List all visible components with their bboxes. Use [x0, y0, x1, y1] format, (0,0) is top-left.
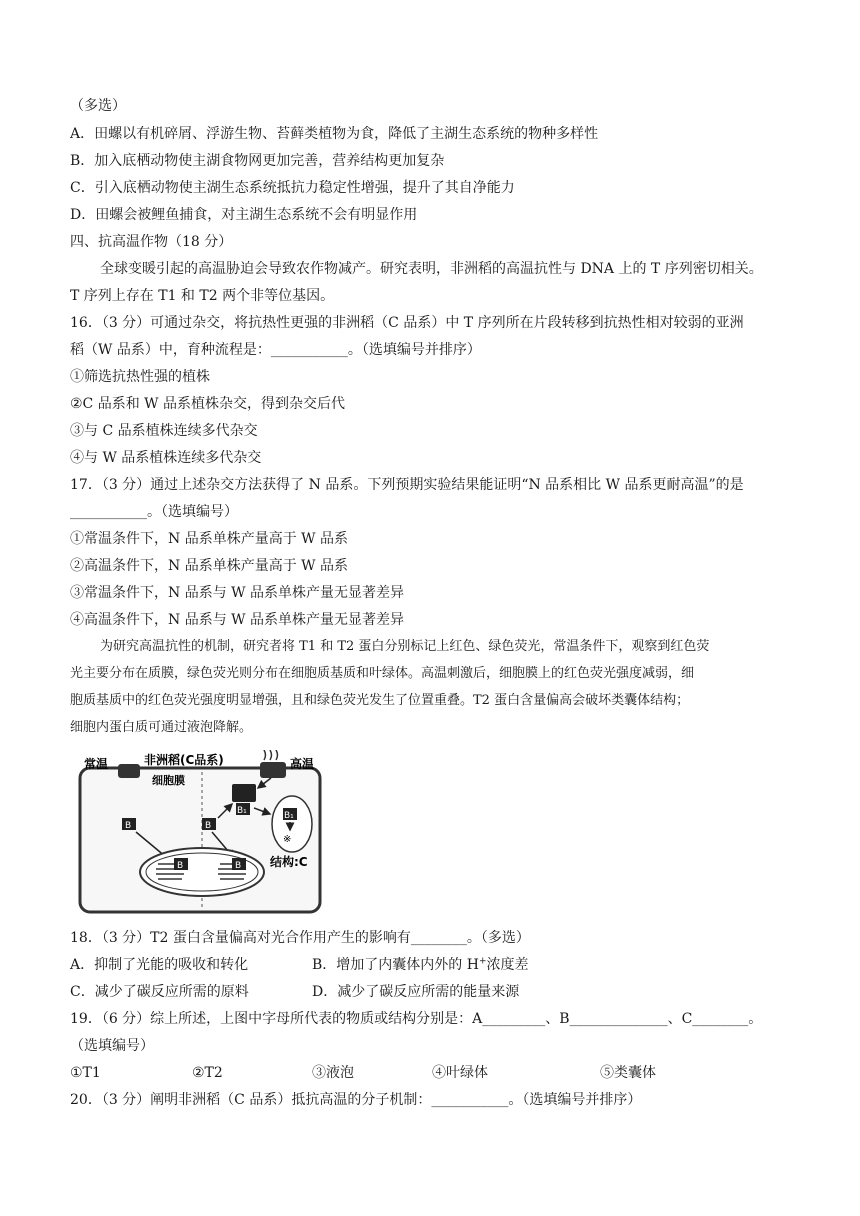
- protein-b-in-chloroplast-left-label: B: [177, 861, 184, 871]
- membrane-protein-left: [118, 764, 140, 778]
- q19-choice-4: ④叶绿体: [432, 1065, 488, 1081]
- heat-signal: [270, 750, 272, 760]
- structure-c-b1-label: B₁: [284, 811, 294, 821]
- cell-diagram: [74, 750, 326, 918]
- label-membrane: 细胞膜: [152, 774, 185, 787]
- q18-option-c: C．减少了碳反应所需的原料: [70, 984, 249, 1000]
- label-title: 非洲稻(C品系): [144, 753, 224, 767]
- q17-item-3: ③常温条件下，N 品系与 W 品系单株产量无显著差异: [70, 585, 404, 601]
- label-normal-temp: 常温: [84, 757, 109, 771]
- q17-stem-1: 17．（3 分）通过上述杂交方法获得了 N 品系。下列预期实验结果能证明“N 品系相比 W 品系更耐高温”的是: [70, 477, 744, 493]
- heat-signal: [276, 750, 278, 760]
- protein-b-right-label: B: [205, 821, 212, 831]
- protein-complex: [232, 784, 256, 802]
- mechanism-line-2: 光主要分布在质膜，绿色荧光则分布在细胞质基质和叶绿体。高温刺激后，细胞膜上的红色荧光强度减弱，细: [70, 666, 695, 681]
- chloroplast: [140, 848, 264, 896]
- label-high-temp: 高温: [290, 757, 315, 771]
- q20-stem: 20．（3 分）阐明非洲稻（C 品系）抵抗高温的分子机制：___________。（选填编号并排序）: [70, 1092, 642, 1108]
- option-a: A．田螺以有机碎屑、浮游生物、苔藓类植物为食，降低了主湖生态系统的物种多样性: [70, 126, 599, 142]
- multi-choice-note: （多选）: [70, 98, 126, 114]
- q16-stem-1: 16．（3 分）可通过杂交，将抗热性更强的非洲稻（C 品系）中 T 序列所在片段转移到抗热性相对较弱的亚洲: [70, 315, 744, 331]
- q19-choice-1: ①T1: [70, 1065, 101, 1081]
- q18-option-a: A．抑制了光能的吸收和转化: [70, 957, 249, 973]
- q17-stem-2: ___________。（选填编号）: [70, 504, 238, 520]
- intro-line-2: T 序列上存在 T1 和 T2 两个非等位基因。: [70, 288, 335, 304]
- q16-item-1: ①筛选抗热性强的植株: [70, 369, 210, 385]
- q16-item-2: ②C 品系和 W 品系植株杂交，得到杂交后代: [70, 396, 346, 412]
- q19-stem-2: （选填编号）: [70, 1038, 154, 1054]
- q18-option-b: [312, 955, 529, 975]
- q16-stem-2: 稻（W 品系）中，育种流程是：___________。（选填编号并排序）: [70, 342, 481, 358]
- q19-choice-3: ③液泡: [312, 1065, 354, 1081]
- option-c: C．引入底栖动物使主湖生态系统抵抗力稳定性增强，提升了其自净能力: [70, 180, 515, 196]
- intro-line-1: 全球变暖引起的高温胁迫会导致农作物减产。研究表明，非洲稻的高温抗性与 DNA 上的 T 序列密切相关。: [100, 261, 763, 277]
- protein-b1-label: B₁: [237, 806, 247, 816]
- protein-b-in-chloroplast-right-label: B: [235, 861, 242, 871]
- q16-item-3: ③与 C 品系植株连续多代杂交: [70, 423, 258, 439]
- q17-item-1: ①常温条件下，N 品系单株产量高于 W 品系: [70, 531, 348, 547]
- mechanism-line-1: 为研究高温抗性的机制，研究者将 T1 和 T2 蛋白分别标记上红色、绿色荧光，常温条件下，观察到红色荧: [100, 639, 710, 654]
- q19-stem-1: 19．（6 分）综上所述，上图中字母所代表的物质或结构分别是：A_________、B______________、C________。: [70, 1011, 763, 1027]
- q18-option-b-text: B．增加了内囊体内外的 H: [312, 957, 479, 973]
- q17-item-4: ④高温条件下，N 品系与 W 品系单株产量无显著差异: [70, 612, 404, 628]
- mechanism-line-4: 细胞内蛋白质可通过液泡降解。: [70, 720, 253, 735]
- option-d: D．田螺会被鲤鱼捕食，对主湖生态系统不会有明显作用: [70, 207, 418, 223]
- membrane-protein-right: [260, 762, 286, 778]
- section-heading: 四、抗高温作物（18 分）: [70, 234, 233, 250]
- structure-c: [272, 796, 312, 852]
- q18-option-b-sup: +: [478, 956, 487, 967]
- q18-option-b-tail: 浓度差: [486, 957, 529, 973]
- q18-option-d: D．减少了碳反应所需的能量来源: [312, 984, 520, 1000]
- q19-choice-5: ⑤类囊体: [600, 1065, 656, 1081]
- heat-signal: [264, 750, 266, 760]
- option-b: B．加入底栖动物使主湖食物网更加完善，营养结构更加复杂: [70, 153, 445, 169]
- label-structure-c: 结构:C: [270, 855, 308, 869]
- mechanism-line-3: 胞质基质中的红色荧光强度明显增强，且和绿色荧光发生了位置重叠。T2 蛋白含量偏高会破坏类囊体结构；: [70, 693, 690, 708]
- q19-choice-2: ②T2: [192, 1065, 223, 1081]
- protein-b-left-label: B: [125, 821, 132, 831]
- degraded-mark: ※: [283, 834, 292, 845]
- q17-item-2: ②高温条件下，N 品系单株产量高于 W 品系: [70, 558, 348, 574]
- q16-item-4: ④与 W 品系植株连续多代杂交: [70, 450, 262, 466]
- q18-stem: 18．（3 分）T2 蛋白含量偏高对光合作用产生的影响有________。（多选）: [70, 930, 530, 946]
